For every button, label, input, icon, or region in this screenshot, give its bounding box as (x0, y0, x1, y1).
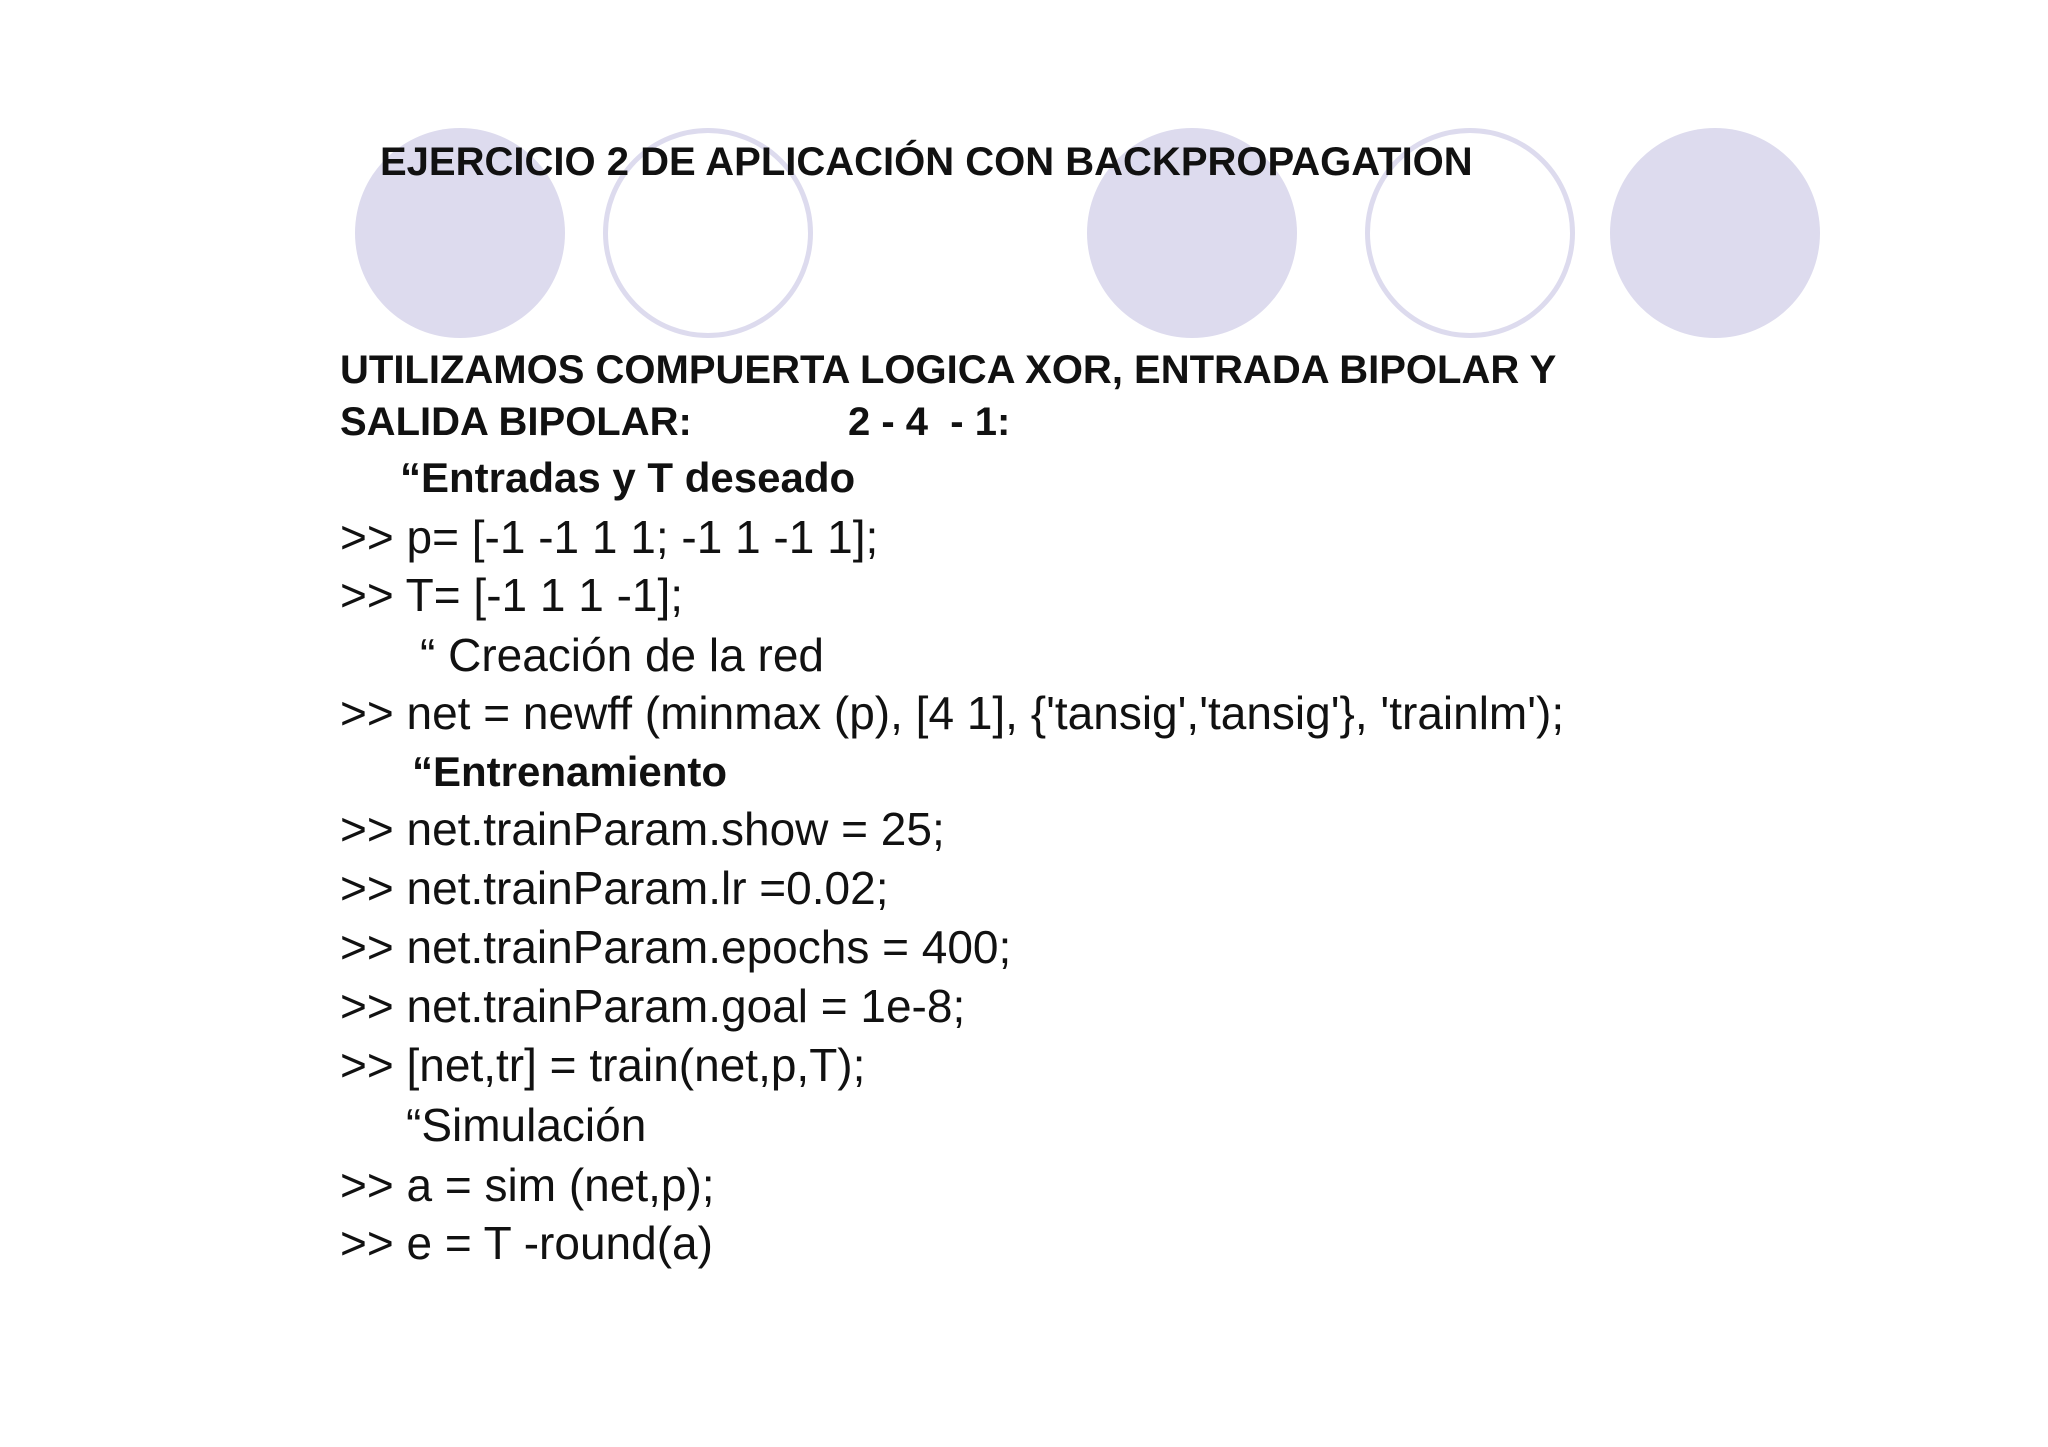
heading-line-2-label: SALIDA BIPOLAR: (340, 400, 692, 444)
code-line: >> [net,tr] = train(net,p,T); (340, 1039, 866, 1091)
slide-title: EJERCICIO 2 DE APLICACIÓN CON BACKPROPAGATION (380, 140, 1473, 184)
code-line: >> net.trainParam.show = 25; (340, 803, 945, 855)
code-line: >> net.trainParam.lr =0.02; (340, 862, 889, 914)
code-line: >> e = T -round(a) (340, 1217, 713, 1269)
decorative-circle-filled (1610, 128, 1820, 338)
code-line: >> net.trainParam.goal = 1e-8; (340, 980, 966, 1032)
heading-line-2-value: 2 - 4 - 1: (848, 400, 1011, 444)
code-line: >> net.trainParam.epochs = 400; (340, 921, 1012, 973)
section-label-inputs: “Entradas y T deseado (400, 454, 856, 501)
section-label-simulation: “Simulación (406, 1099, 647, 1151)
code-line: >> p= [-1 -1 1 1; -1 1 -1 1]; (340, 511, 879, 563)
heading-line-1: UTILIZAMOS COMPUERTA LOGICA XOR, ENTRADA BIPOLAR Y (340, 348, 1557, 392)
section-label-create: “ Creación de la red (420, 629, 824, 681)
code-line: >> T= [-1 1 1 -1]; (340, 569, 684, 621)
section-label-training: “Entrenamiento (412, 748, 728, 795)
code-line: >> net = newff (minmax (p), [4 1], {'tansig','tansig'}, 'trainlm'); (340, 687, 1565, 739)
code-line: >> a = sim (net,p); (340, 1159, 715, 1211)
